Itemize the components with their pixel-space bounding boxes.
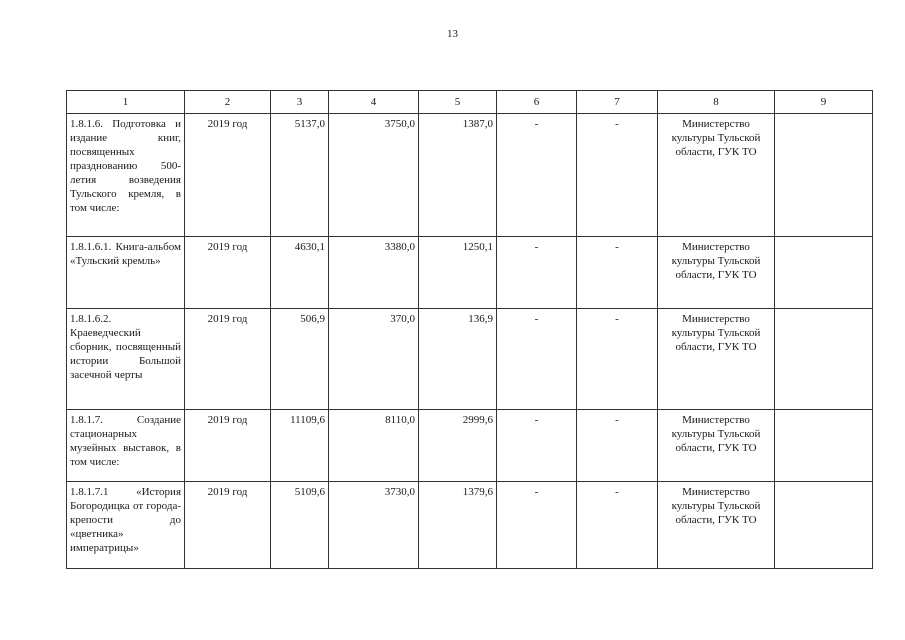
column-header: 1 [67, 91, 185, 114]
column-7-cell: - [577, 410, 658, 482]
item-name-cell: 1.8.1.7. Создание стационарных музейных выставок, в том числе: [67, 410, 185, 482]
column-9-cell [775, 237, 873, 309]
item-name-cell: 1.8.1.6.2. Краеведческий сборник, посвященный истории Большой засечной черты [67, 309, 185, 410]
column-9-cell [775, 309, 873, 410]
column-6-cell: - [497, 410, 577, 482]
executor-cell: Министерство культуры Тульской области, ГУК ТО [658, 482, 775, 569]
extra-budget-cell: 1379,6 [419, 482, 497, 569]
column-header: 3 [271, 91, 329, 114]
column-6-cell: - [497, 309, 577, 410]
column-header: 9 [775, 91, 873, 114]
budget-table [66, 90, 873, 569]
table-row [67, 309, 873, 410]
table-row [67, 114, 873, 237]
regional-budget-cell: 8110,0 [329, 410, 419, 482]
year-cell: 2019 год [185, 309, 271, 410]
item-name-cell: 1.8.1.6. Подготовка и издание книг, посвященных празднованию 500-летия возведения Тульского кремля, в том числе: [67, 114, 185, 237]
year-cell: 2019 год [185, 237, 271, 309]
table-row [67, 410, 873, 482]
column-6-cell: - [497, 237, 577, 309]
column-7-cell: - [577, 482, 658, 569]
extra-budget-cell: 1387,0 [419, 114, 497, 237]
column-header: 5 [419, 91, 497, 114]
column-9-cell [775, 482, 873, 569]
column-header: 7 [577, 91, 658, 114]
column-6-cell: - [497, 114, 577, 237]
total-cell: 506,9 [271, 309, 329, 410]
column-header: 6 [497, 91, 577, 114]
total-cell: 5137,0 [271, 114, 329, 237]
item-name-cell: 1.8.1.6.1. Книга-альбом «Тульский кремль» [67, 237, 185, 309]
column-header: 4 [329, 91, 419, 114]
extra-budget-cell: 2999,6 [419, 410, 497, 482]
regional-budget-cell: 3750,0 [329, 114, 419, 237]
regional-budget-cell: 370,0 [329, 309, 419, 410]
regional-budget-cell: 3380,0 [329, 237, 419, 309]
executor-cell: Министерство культуры Тульской области, ГУК ТО [658, 309, 775, 410]
table-row [67, 482, 873, 569]
column-6-cell: - [497, 482, 577, 569]
year-cell: 2019 год [185, 410, 271, 482]
executor-cell: Министерство культуры Тульской области, ГУК ТО [658, 237, 775, 309]
extra-budget-cell: 136,9 [419, 309, 497, 410]
column-7-cell: - [577, 237, 658, 309]
year-cell: 2019 год [185, 114, 271, 237]
header-row [67, 91, 873, 114]
column-7-cell: - [577, 309, 658, 410]
total-cell: 4630,1 [271, 237, 329, 309]
extra-budget-cell: 1250,1 [419, 237, 497, 309]
column-7-cell: - [577, 114, 658, 237]
year-cell: 2019 год [185, 482, 271, 569]
executor-cell: Министерство культуры Тульской области, ГУК ТО [658, 114, 775, 237]
column-9-cell [775, 410, 873, 482]
column-header: 2 [185, 91, 271, 114]
item-name-cell: 1.8.1.7.1 «История Богородицка от города-крепости до «цветника» императрицы» [67, 482, 185, 569]
total-cell: 5109,6 [271, 482, 329, 569]
regional-budget-cell: 3730,0 [329, 482, 419, 569]
page-number: 13 [447, 28, 458, 40]
column-header: 8 [658, 91, 775, 114]
table-row [67, 237, 873, 309]
column-9-cell [775, 114, 873, 237]
total-cell: 11109,6 [271, 410, 329, 482]
executor-cell: Министерство культуры Тульской области, ГУК ТО [658, 410, 775, 482]
